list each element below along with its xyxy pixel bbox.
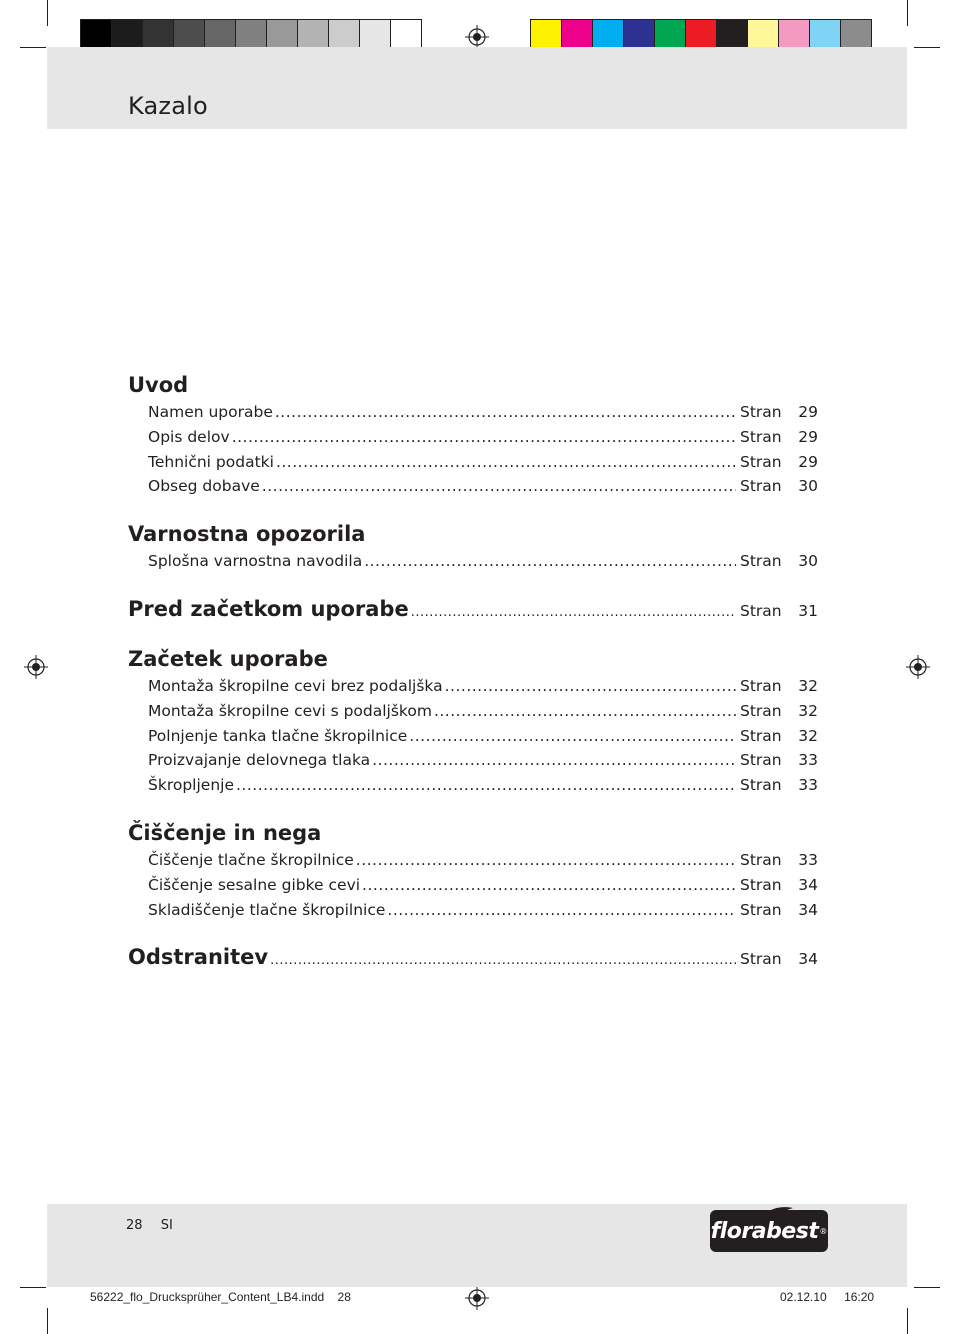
toc-entry-page: 30 [798, 552, 818, 571]
toc-entry[interactable] [128, 674, 818, 699]
toc-entry-label: Tehnični podatki [148, 452, 274, 471]
dot-leader [275, 400, 736, 425]
toc-entry[interactable] [128, 699, 818, 724]
slug-time: 16:20 [844, 1290, 875, 1304]
crop-mark [914, 47, 940, 48]
toc-entry-label: Skladiščenje tlačne škropilnice [148, 900, 386, 919]
page-title: Kazalo [128, 92, 208, 120]
toc-entry[interactable] [128, 873, 818, 898]
toc-section [128, 594, 818, 624]
toc-entry-label: Čiščenje tlačne škropilnice [148, 850, 354, 869]
dot-leader [270, 946, 736, 976]
dot-leader [232, 425, 736, 450]
toc-entry[interactable] [128, 724, 818, 749]
crop-mark [914, 1287, 940, 1288]
crop-mark [907, 1308, 908, 1334]
toc-entry-page: 34 [798, 950, 818, 969]
toc-entry-strn: Stran [740, 403, 782, 421]
dot-leader [276, 450, 736, 475]
dot-leader [445, 674, 736, 699]
toc-entry-strn: Stran [740, 850, 782, 869]
toc-entry-page: 33 [798, 776, 818, 795]
toc-entry-strn: Stran [740, 875, 782, 894]
toc-entry[interactable] [128, 848, 818, 873]
toc-entry-strn: Stran [740, 452, 782, 471]
slug-file-name: 56222_flo_Drucksprüher_Content_LB4.indd [90, 1290, 325, 1304]
page-number-value: 28 [126, 1218, 143, 1233]
florabest-logo [710, 1210, 828, 1252]
table-of-contents [128, 370, 818, 992]
toc-entry[interactable] [128, 898, 818, 923]
toc-entry-label: Obseg dobave [148, 477, 260, 496]
toc-entry[interactable] [128, 450, 818, 475]
dot-leader [434, 699, 736, 724]
toc-entry-strn: Stran [740, 676, 782, 695]
dot-leader [364, 549, 736, 574]
dot-leader [372, 748, 736, 773]
slug-date: 02.12.10 [780, 1290, 827, 1304]
toc-entry-strn: Stran [740, 751, 782, 770]
toc-entry-page: 34 [798, 900, 818, 919]
toc-entry-page: 34 [798, 875, 818, 894]
language-code: SI [160, 1218, 173, 1233]
toc-entry-strn: Stran [740, 477, 782, 496]
section-heading: Uvod [128, 373, 189, 397]
page-number [126, 1218, 173, 1233]
slug-file-page: 28 [337, 1290, 351, 1304]
toc-entry[interactable] [128, 474, 818, 499]
dot-leader [409, 724, 736, 749]
section-heading: Čiščenje in nega [128, 820, 322, 845]
registration-mark-icon [465, 1286, 489, 1310]
toc-entry-page: 29 [798, 403, 818, 421]
toc-entry-label: Škropljenje [148, 776, 234, 795]
toc-entry[interactable] [128, 942, 818, 972]
toc-entry[interactable] [128, 594, 818, 624]
toc-entry-page: 32 [798, 676, 818, 695]
toc-entry-label: Proizvajanje delovnega tlaka [148, 751, 371, 770]
crop-mark [47, 1308, 48, 1334]
toc-entry-strn: Stran [740, 950, 782, 969]
toc-entry-strn: Stran [740, 427, 782, 446]
crop-mark [20, 47, 46, 48]
dot-leader [236, 773, 736, 798]
dot-leader [356, 848, 736, 873]
toc-entry-strn: Stran [740, 601, 782, 620]
registration-mark-icon [906, 655, 930, 679]
toc-entry-page: 32 [798, 726, 818, 745]
toc-entry-page: 30 [798, 477, 818, 496]
toc-entry-label: Opis delov [148, 427, 230, 446]
toc-entry-page: 33 [798, 850, 818, 869]
toc-entry-label: Splošna varnostna navodila [148, 552, 363, 571]
toc-entry[interactable] [128, 425, 818, 450]
toc-entry-label: Montaža škropilne cevi brez podaljška [148, 676, 443, 695]
crop-mark [47, 0, 48, 26]
toc-entry-label: Čiščenje sesalne gibke cevi [148, 875, 361, 894]
crop-mark [20, 1287, 46, 1288]
dot-leader [262, 474, 736, 499]
section-heading: Začetek uporabe [128, 646, 328, 671]
toc-entry-page: 33 [798, 751, 818, 770]
toc-entry-page: 32 [798, 701, 818, 720]
dot-leader [411, 598, 736, 628]
toc-section [128, 644, 818, 798]
registered-mark: ® [819, 1226, 828, 1236]
toc-entry-strn: Stran [740, 900, 782, 919]
toc-section [128, 519, 818, 574]
dot-leader [362, 873, 736, 898]
toc-entry-label: Namen uporabe [148, 403, 273, 421]
registration-mark-icon [465, 25, 489, 49]
toc-entry-strn: Stran [740, 701, 782, 720]
toc-entry-strn: Stran [740, 552, 782, 571]
toc-entry-label: Polnjenje tanka tlačne škropilnice [148, 726, 408, 745]
logo-text: florabest [710, 1218, 819, 1244]
toc-section [128, 818, 818, 922]
toc-entry[interactable] [128, 773, 818, 798]
dot-leader [387, 898, 736, 923]
toc-entry-page: 31 [798, 601, 818, 620]
toc-entry[interactable] [128, 549, 818, 574]
toc-entry-strn: Stran [740, 726, 782, 745]
slug-datetime [780, 1290, 874, 1304]
crop-mark [907, 0, 908, 26]
toc-entry-page: 29 [798, 452, 818, 471]
registration-mark-icon [24, 655, 48, 679]
section-heading: Pred začetkom uporabe [128, 596, 409, 621]
slug-file [90, 1290, 351, 1304]
toc-entry[interactable] [128, 400, 818, 425]
section-heading: Odstranitev [128, 945, 269, 970]
section-heading: Varnostna opozorila [128, 522, 366, 547]
toc-entry-strn: Stran [740, 776, 782, 795]
toc-entry-page: 29 [798, 427, 818, 446]
toc-section [128, 370, 818, 499]
toc-section [128, 942, 818, 972]
toc-entry[interactable] [128, 748, 818, 773]
toc-entry-label: Montaža škropilne cevi s podaljškom [148, 701, 432, 720]
